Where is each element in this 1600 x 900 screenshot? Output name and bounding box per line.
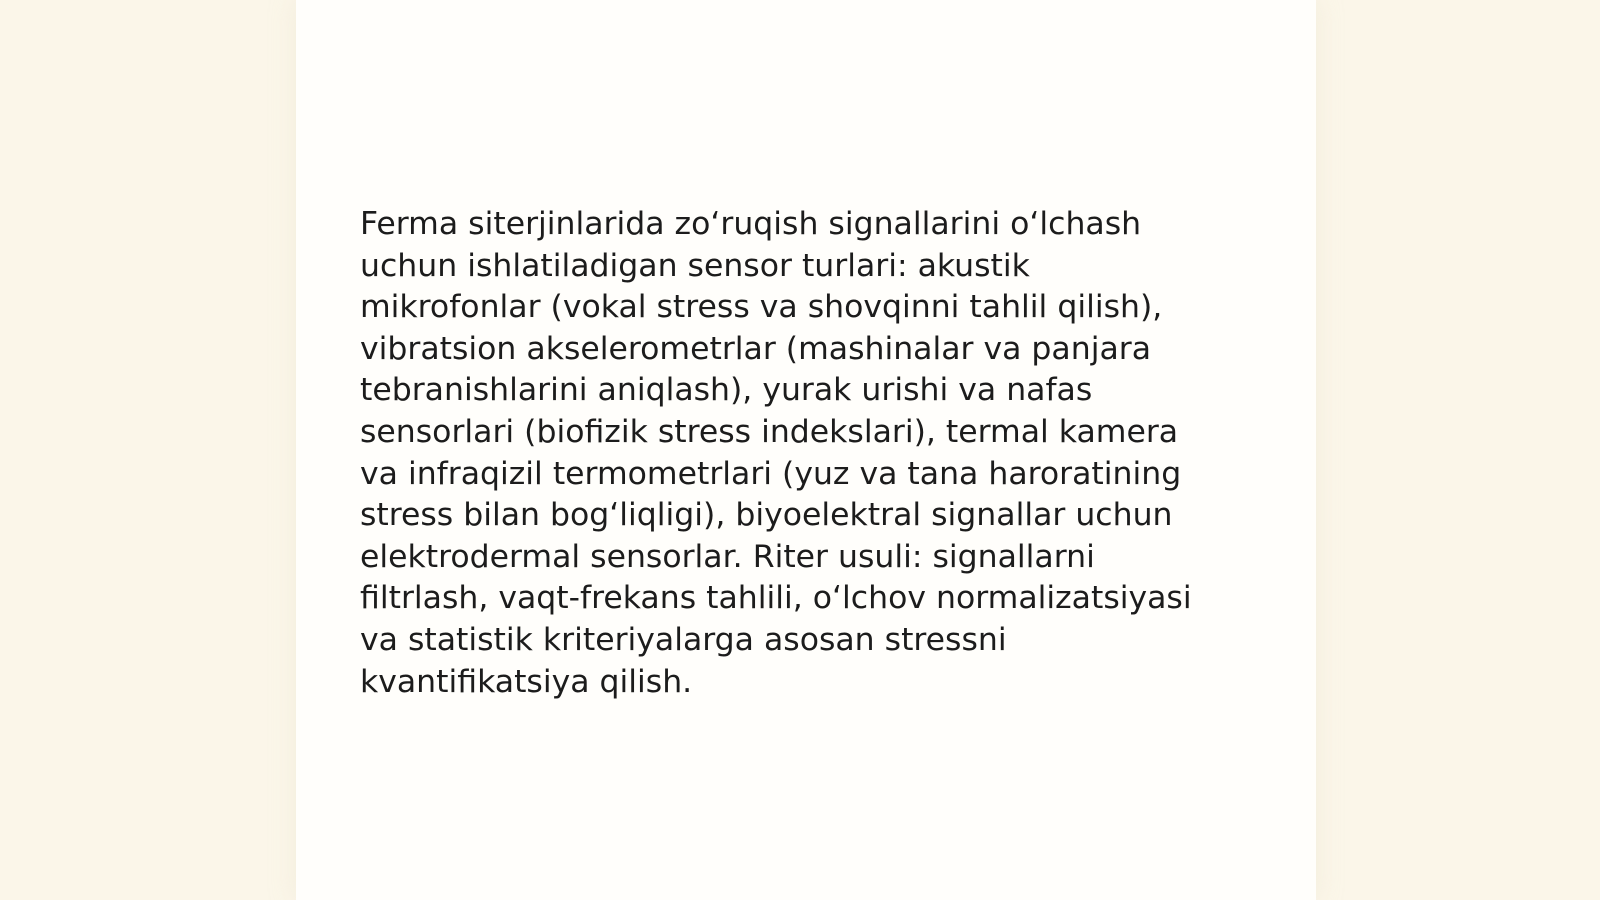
- body-line: mikrofonlar (vokal stress va shovqinni tahlil qilish),: [360, 289, 1163, 326]
- body-line: va infraqizil termometrlari (yuz va tana haroratining: [360, 455, 1182, 492]
- body-line: Ferma siterjinlarida zo‘ruqish signallarini o‘lchash: [360, 206, 1142, 242]
- body-line: kvantifikatsiya qilish.: [360, 663, 693, 700]
- body-line: va statistik kriteriyalarga asosan stressni: [360, 621, 1007, 658]
- body-line: stress bilan bog‘liqligi), biyoelektral signallar uchun: [360, 497, 1173, 534]
- slide-body-text: [360, 204, 1230, 703]
- slide: [296, 0, 1316, 900]
- body-line: uchun ishlatiladigan sensor turlari: akustik: [360, 247, 1030, 284]
- body-line: tebranishlarini aniqlash), yurak urishi va nafas: [360, 372, 1093, 409]
- body-line: sensorlari (biofizik stress indekslari), termal kamera: [360, 413, 1179, 450]
- body-line: elektrodermal sensorlar. Riter usuli: signallarni: [360, 538, 1095, 575]
- body-line: vibratsion akselerometrlar (mashinalar va panjara: [360, 330, 1152, 367]
- body-line: filtrlash, vaqt-frekans tahlili, o‘lchov normalizatsiyasi: [360, 580, 1192, 617]
